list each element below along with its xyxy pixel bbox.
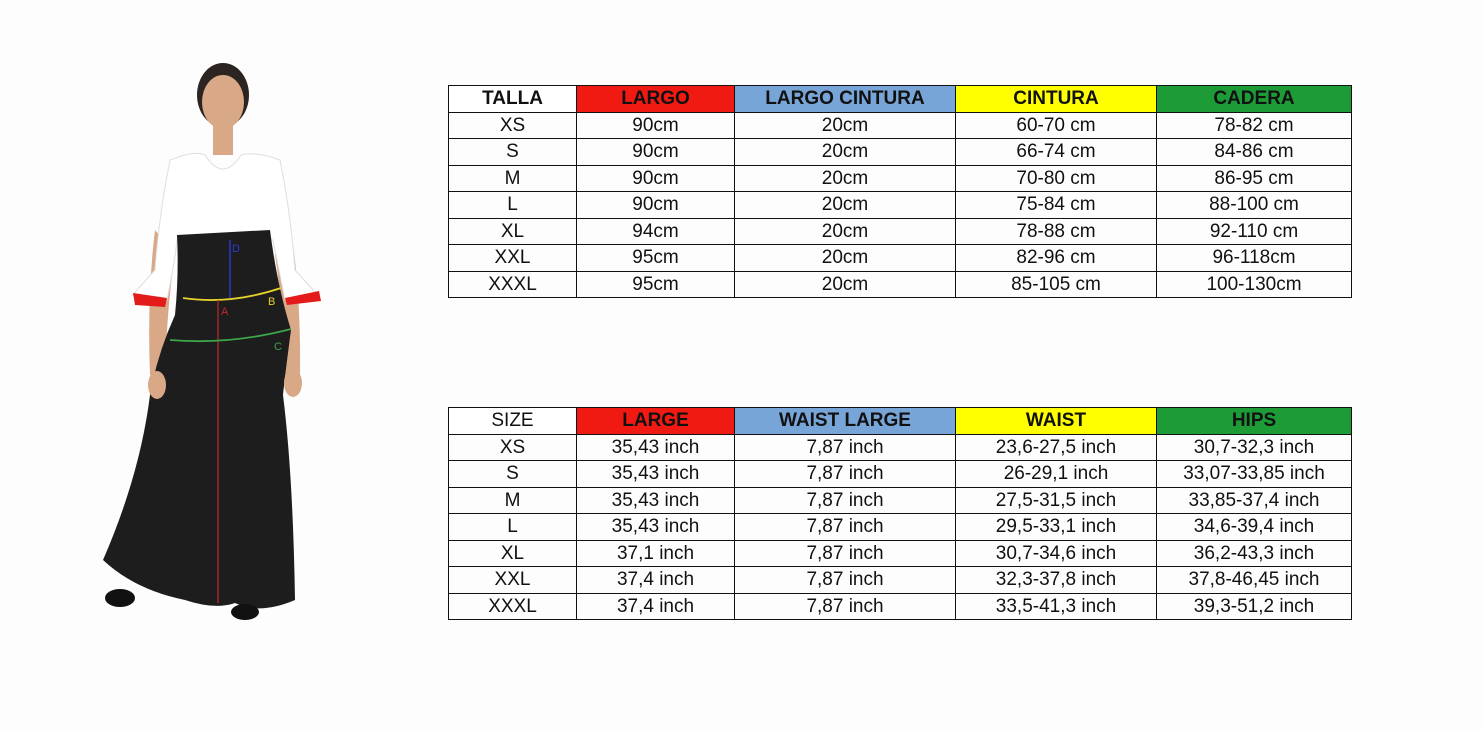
model-neck xyxy=(213,125,233,155)
measurement-cell: 30,7-32,3 inch xyxy=(1157,434,1352,461)
imperial-table-body xyxy=(449,434,1352,620)
measurement-cell: 33,07-33,85 inch xyxy=(1157,461,1352,488)
measurement-cell: 90cm xyxy=(577,165,735,192)
measurement-cell: 96-118cm xyxy=(1157,245,1352,272)
measurement-cell: 70-80 cm xyxy=(956,165,1157,192)
size-cell: XS xyxy=(449,434,577,461)
skirt xyxy=(103,230,295,608)
measurement-cell: 90cm xyxy=(577,139,735,166)
measurement-cell: 7,87 inch xyxy=(735,461,956,488)
table-row xyxy=(449,192,1352,219)
size-cell: M xyxy=(449,487,577,514)
measurement-cell: 29,5-33,1 inch xyxy=(956,514,1157,541)
size-cell: XXL xyxy=(449,245,577,272)
table-row xyxy=(449,514,1352,541)
measurement-cell: 78-88 cm xyxy=(956,218,1157,245)
measurement-cell: 78-82 cm xyxy=(1157,112,1352,139)
measurement-cell: 84-86 cm xyxy=(1157,139,1352,166)
measurement-cell: 86-95 cm xyxy=(1157,165,1352,192)
measurement-cell: 66-74 cm xyxy=(956,139,1157,166)
header-large: LARGE xyxy=(577,408,735,435)
measurement-cell: 34,6-39,4 inch xyxy=(1157,514,1352,541)
measure-label-b: B xyxy=(268,296,276,308)
measurement-cell: 7,87 inch xyxy=(735,487,956,514)
measurement-cell: 75-84 cm xyxy=(956,192,1157,219)
measurement-cell: 60-70 cm xyxy=(956,112,1157,139)
header-talla: TALLA xyxy=(449,86,577,113)
measurement-cell: 85-105 cm xyxy=(956,271,1157,298)
table-row xyxy=(449,567,1352,594)
measurement-cell: 36,2-43,3 inch xyxy=(1157,540,1352,567)
measurement-cell: 20cm xyxy=(735,245,956,272)
measurement-cell: 39,3-51,2 inch xyxy=(1157,593,1352,620)
measurement-cell: 30,7-34,6 inch xyxy=(956,540,1157,567)
measurement-cell: 20cm xyxy=(735,165,956,192)
measurement-cell: 35,43 inch xyxy=(577,434,735,461)
measurement-cell: 37,4 inch xyxy=(577,593,735,620)
measurement-cell: 7,87 inch xyxy=(735,567,956,594)
metric-table-body xyxy=(449,112,1352,298)
size-cell: S xyxy=(449,461,577,488)
measurement-cell: 23,6-27,5 inch xyxy=(956,434,1157,461)
size-cell: L xyxy=(449,192,577,219)
measurement-cell: 7,87 inch xyxy=(735,593,956,620)
measurement-cell: 90cm xyxy=(577,112,735,139)
size-cell: S xyxy=(449,139,577,166)
size-cell: M xyxy=(449,165,577,192)
metric-size-table xyxy=(448,85,1352,298)
measurement-cell: 20cm xyxy=(735,271,956,298)
table-header-row xyxy=(449,86,1352,113)
size-cell: XXXL xyxy=(449,593,577,620)
measurement-cell: 7,87 inch xyxy=(735,540,956,567)
header-largo-cintura: LARGO CINTURA xyxy=(735,86,956,113)
measurement-cell: 88-100 cm xyxy=(1157,192,1352,219)
size-cell: XL xyxy=(449,218,577,245)
table-row xyxy=(449,218,1352,245)
measurement-cell: 20cm xyxy=(735,192,956,219)
model-right-hand xyxy=(284,369,302,397)
measurement-cell: 95cm xyxy=(577,271,735,298)
measurement-cell: 35,43 inch xyxy=(577,487,735,514)
measurement-cell: 20cm xyxy=(735,218,956,245)
header-largo: LARGO xyxy=(577,86,735,113)
table-row xyxy=(449,593,1352,620)
header-hips: HIPS xyxy=(1157,408,1352,435)
table-row xyxy=(449,540,1352,567)
measurement-cell: 26-29,1 inch xyxy=(956,461,1157,488)
imperial-size-table xyxy=(448,407,1352,620)
size-cell: L xyxy=(449,514,577,541)
table-row xyxy=(449,245,1352,272)
measurement-cell: 90cm xyxy=(577,192,735,219)
table-row xyxy=(449,165,1352,192)
measurement-cell: 94cm xyxy=(577,218,735,245)
header-waist-large: WAIST LARGE xyxy=(735,408,956,435)
table-row xyxy=(449,434,1352,461)
table-row xyxy=(449,112,1352,139)
measurement-cell: 82-96 cm xyxy=(956,245,1157,272)
measurement-cell: 32,3-37,8 inch xyxy=(956,567,1157,594)
model-head xyxy=(202,75,244,129)
measurement-cell: 100-130cm xyxy=(1157,271,1352,298)
measurement-cell: 20cm xyxy=(735,112,956,139)
model-right-shoe xyxy=(231,604,259,620)
table-row xyxy=(449,461,1352,488)
measurement-cell: 95cm xyxy=(577,245,735,272)
table-row xyxy=(449,139,1352,166)
measurement-cell: 33,85-37,4 inch xyxy=(1157,487,1352,514)
table-row xyxy=(449,271,1352,298)
model-left-hand xyxy=(148,371,166,399)
measurement-cell: 7,87 inch xyxy=(735,434,956,461)
measurement-cell: 35,43 inch xyxy=(577,514,735,541)
size-cell: XS xyxy=(449,112,577,139)
model-left-shoe xyxy=(105,589,135,607)
header-size: SIZE xyxy=(449,408,577,435)
measure-label-c: C xyxy=(274,341,282,353)
measurement-cell: 35,43 inch xyxy=(577,461,735,488)
measurement-cell: 37,4 inch xyxy=(577,567,735,594)
header-cadera: CADERA xyxy=(1157,86,1352,113)
measurement-cell: 7,87 inch xyxy=(735,514,956,541)
measurement-cell: 20cm xyxy=(735,139,956,166)
measure-label-d: D xyxy=(232,243,240,255)
model-illustration xyxy=(95,55,335,630)
measurement-cell: 27,5-31,5 inch xyxy=(956,487,1157,514)
size-cell: XL xyxy=(449,540,577,567)
measurement-cell: 37,1 inch xyxy=(577,540,735,567)
header-cintura: CINTURA xyxy=(956,86,1157,113)
table-header-row xyxy=(449,408,1352,435)
header-waist: WAIST xyxy=(956,408,1157,435)
table-row xyxy=(449,487,1352,514)
measurement-cell: 92-110 cm xyxy=(1157,218,1352,245)
size-cell: XXL xyxy=(449,567,577,594)
size-cell: XXXL xyxy=(449,271,577,298)
measurement-cell: 33,5-41,3 inch xyxy=(956,593,1157,620)
measure-label-a: A xyxy=(221,306,229,318)
measurement-cell: 37,8-46,45 inch xyxy=(1157,567,1352,594)
